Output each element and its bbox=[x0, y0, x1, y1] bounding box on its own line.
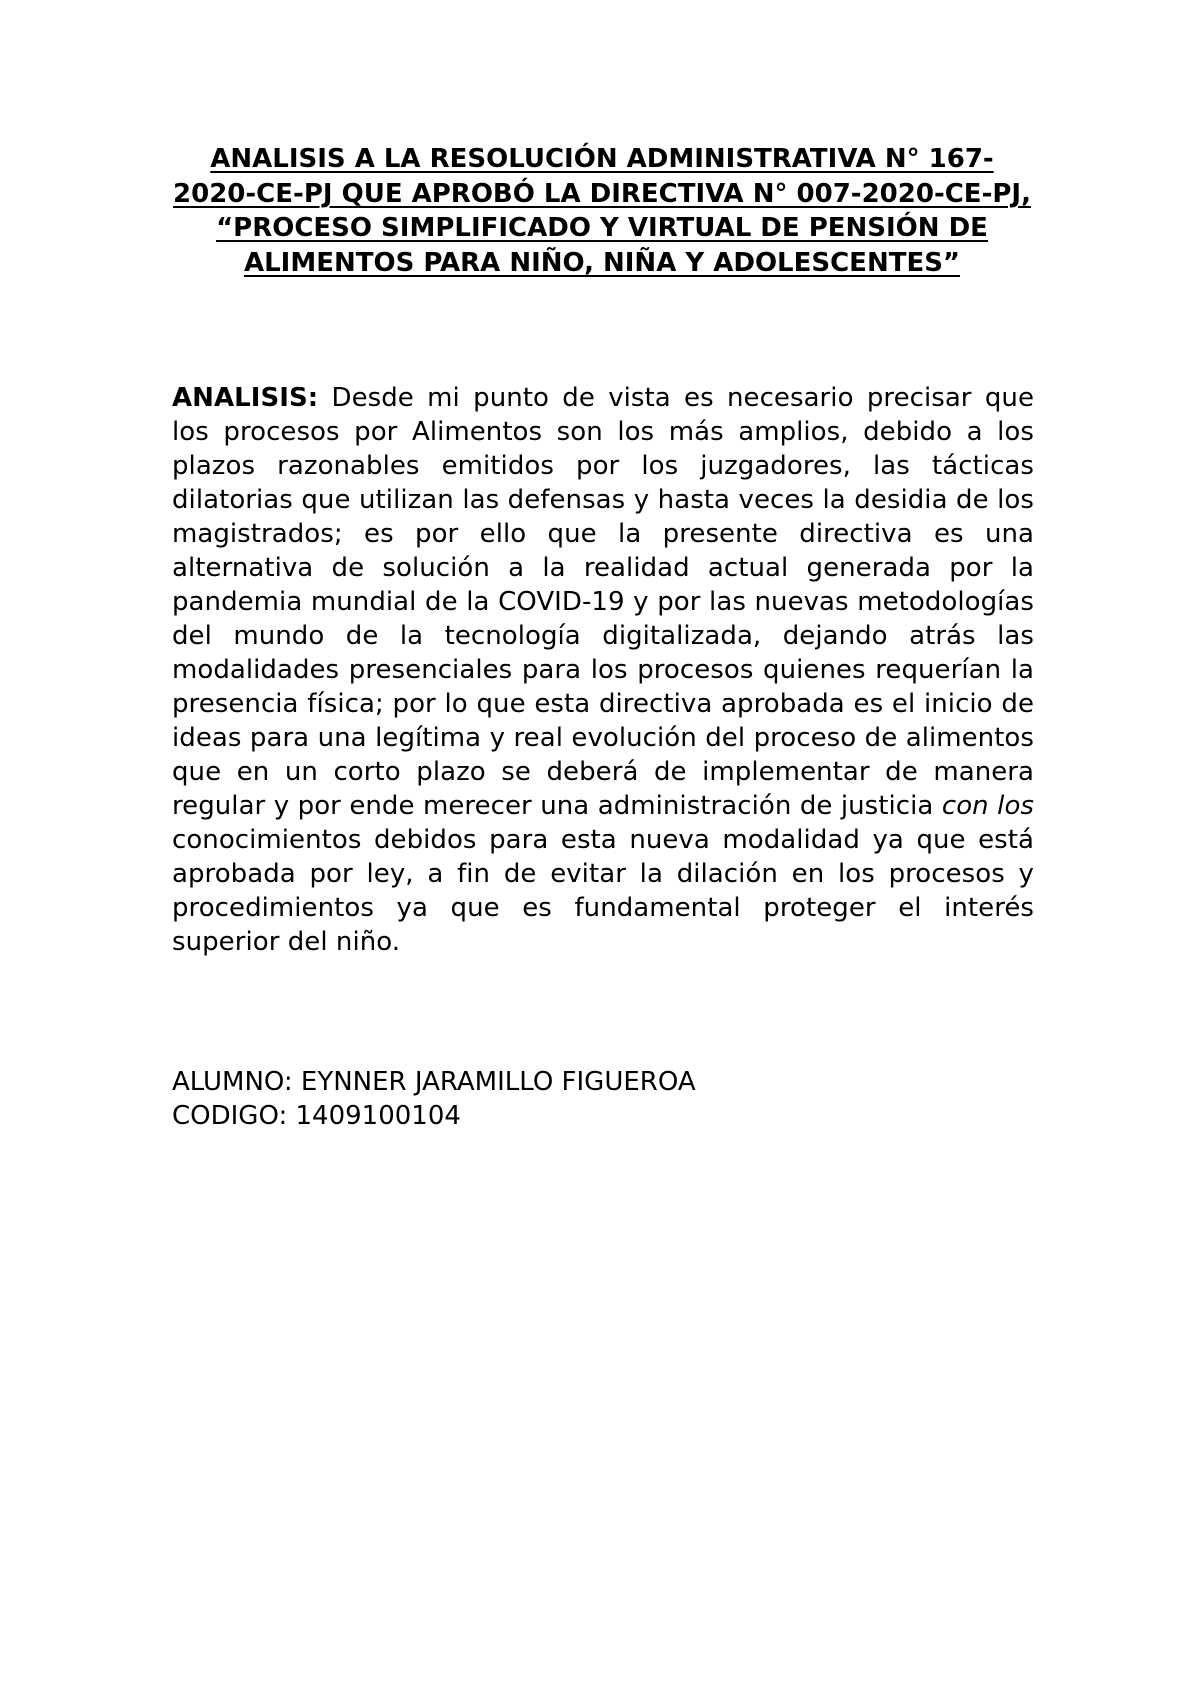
analysis-paragraph bbox=[172, 381, 1034, 959]
analysis-label: ANALISIS: bbox=[172, 383, 319, 413]
student-code-line: CODIGO: 1409100104 bbox=[172, 1101, 461, 1131]
student-name-line: ALUMNO: EYNNER JARAMILLO FIGUEROA bbox=[172, 1067, 696, 1097]
signature-block bbox=[172, 1065, 696, 1133]
document-title: ANALISIS A LA RESOLUCIÓN ADMINISTRATIVA N° 167-2020-CE-PJ QUE APROBÓ LA DIRECTIVA N° 007-2020-CE-PJ, “PROCESO SIMPLIFICADO Y VIRTUAL DE PENSIÓN DE ALIMENTOS PARA NIÑO, NIÑA Y ADOLESCENTES” bbox=[173, 144, 1031, 278]
analysis-text-part1: Desde mi punto de vista es necesario precisar que los procesos por Alimentos son los más amplios, debido a los plazos razonables emitidos por los juzgadores, las tácticas dilatorias que utilizan las defensas y hasta veces la desidia de los magistrados; es por ello que la presente directiva es una alternativa de solución a la realidad actual generada por la pandemia mundial de la COVID-19 y por las nuevas metodologías del mundo de la tecnología digitalizada, dejando atrás las modalidades presenciales para los procesos quienes requerían la presencia física; por lo que esta directiva aprobada es el inicio de ideas para una legítima y real evolución del proceso de alimentos que en un corto plazo se deberá de implementar de manera regular y por ende merecer una administración de justicia bbox=[172, 383, 1034, 821]
analysis-text-italic: con los bbox=[941, 791, 1034, 821]
analysis-text-part2: conocimientos debidos para esta nueva modalidad ya que está aprobada por ley, a fin de evitar la dilación en los procesos y procedimientos ya que es fundamental proteger el interés superior del niño. bbox=[172, 825, 1034, 957]
